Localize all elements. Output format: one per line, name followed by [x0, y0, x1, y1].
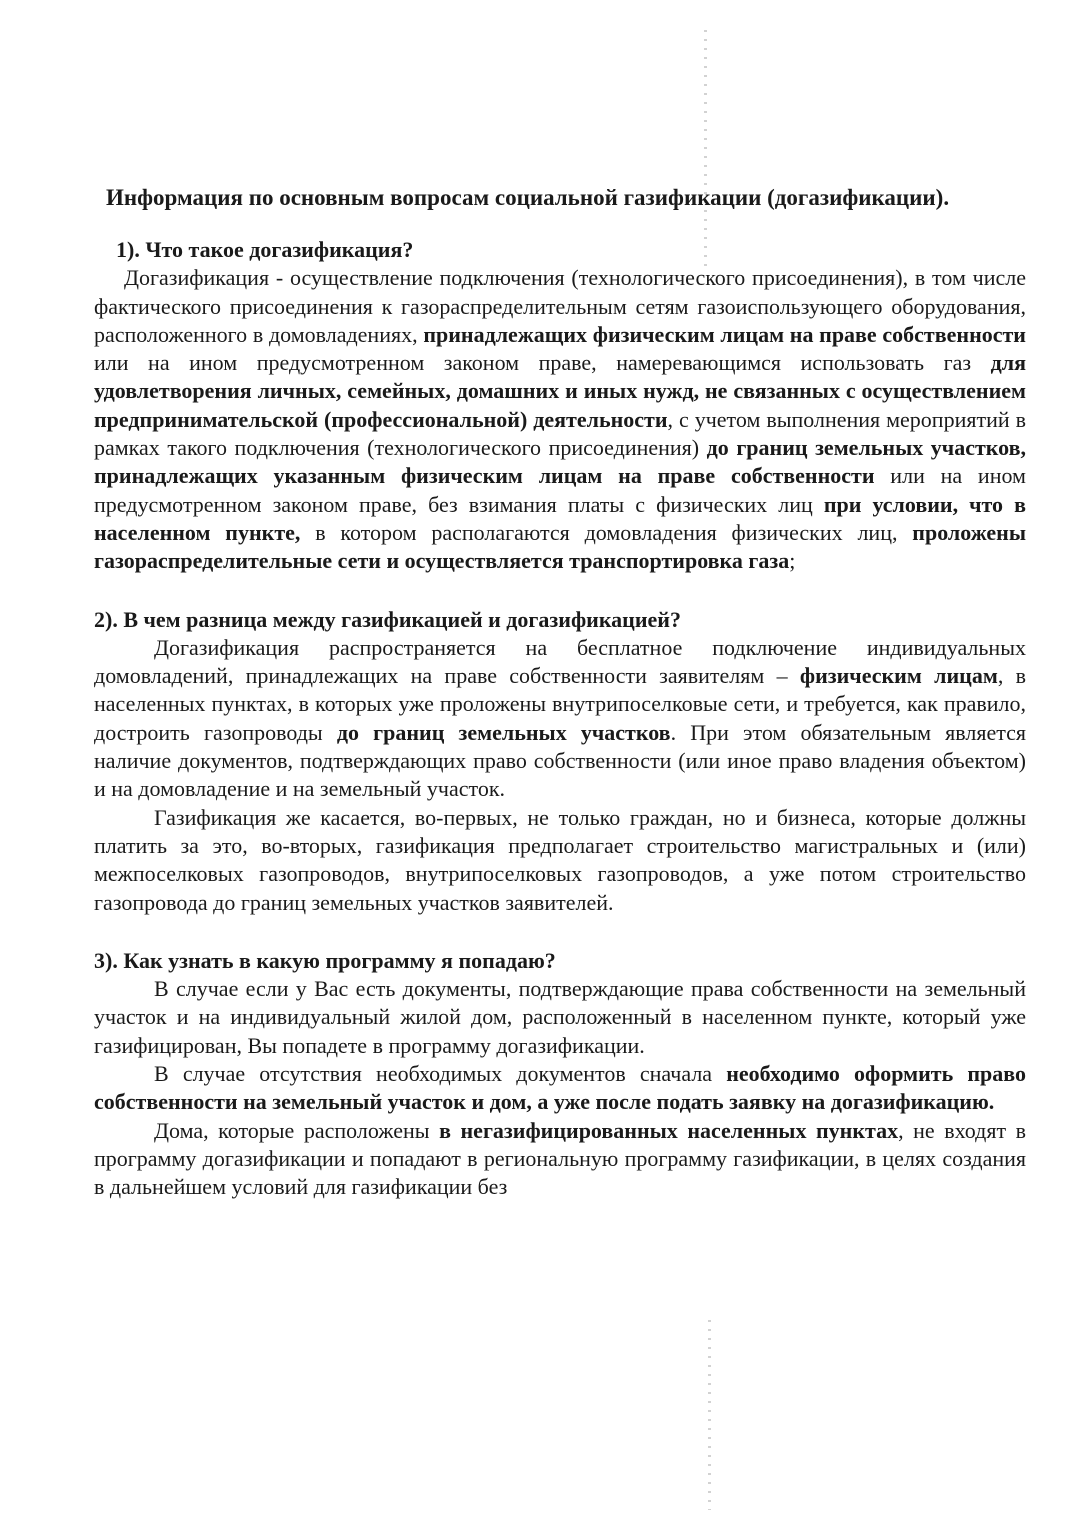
section-heading: 2). В чем разница между газификацией и догазификацией?: [94, 606, 681, 632]
text-run: в котором располагаются домовладения физических лиц,: [300, 519, 913, 545]
text-run: Газификация же касается, во-первых, не только граждан, но и бизнеса, которые должны платить за это, во-вторых, газификация предполагает строительство магистральных и (или) межпоселковых газопроводов, внутрипоселковых газопроводов, а уже потом строительство газопровода до границ земельных участков заявителей.: [94, 804, 1026, 915]
paragraph: [94, 634, 1026, 804]
section-heading: 3). Как узнать в какую программу я попадаю?: [94, 947, 556, 973]
bold-text: принадлежащих физическим лицам на праве собственности: [423, 321, 1026, 347]
paragraph: [94, 975, 1026, 1060]
section-heading: 1). Что такое догазификация?: [116, 237, 414, 262]
text-run: Догазификация - осуществление подключения (технологического присоединения), в том числе фактического присоединения к газораспределительным сетям газоиспользующего оборудования, расположенного в домовладениях,: [94, 265, 1026, 347]
bold-text: при условии, что в населенном пункте,: [94, 491, 1026, 545]
text-run: или на ином предусмотренном законом праве, намеревающимся использовать газ: [94, 350, 991, 376]
bold-text: для удовлетворения личных, семейных, домашних и иных нужд, не связанных с осуществлением предпринимательской (профессиональной) деятельности: [94, 350, 1026, 432]
bold-text: до границ земельных участков: [336, 719, 671, 745]
section-gap: [94, 576, 1026, 606]
bold-text: необходимо оформить право собственности на земельный участок и дом, а уже после подать заявку на догазификацию.: [94, 1061, 1027, 1115]
text-run: Догазификация распространяется на бесплатное подключение индивидуальных домовладений, принадлежащих на праве собственности заявителям –: [94, 634, 1026, 689]
paragraph: [94, 1117, 1026, 1202]
text-run: , не входят в программу догазификации и попадают в региональную программу газификации, в целях создания в дальнейшем условий для газификации без: [94, 1117, 1026, 1200]
scan-fold-mark: [708, 1320, 711, 1510]
text-run: В случае отсутствия необходимых документов сначала: [154, 1061, 727, 1087]
section-3: [94, 947, 1026, 1202]
document-title: Информация по основным вопросам социальной газификации (догазификации).: [106, 185, 950, 210]
document-body: [94, 236, 1026, 1202]
paragraph: [94, 1060, 1026, 1117]
text-run: , с учетом выполнения мероприятий в рамках такого подключения (технологического присоединения): [94, 406, 1026, 461]
bold-text: до границ земельных участков, принадлежащих указанным физическим лицам на праве собственности: [94, 435, 1027, 489]
bold-text: физическим лицам: [799, 663, 998, 689]
section-2: [94, 606, 1026, 917]
paragraph: [94, 804, 1026, 917]
text-run: , в населенных пунктах, в которых уже проложены внутрипоселковые сети, и требуется, как правило, достроить газопроводы: [94, 663, 1027, 745]
text-run: В случае если у Вас есть документы, подтверждающие права собственности на земельный участок и на индивидуальный жилой дом, расположенный в населенном пункте, который уже газифицирован, Вы попадете в программу догазификации.: [94, 976, 1026, 1058]
text-run: или на ином предусмотренном законом праве, без взимания платы с физических лиц: [94, 463, 1026, 517]
bold-text: проложены газораспределительные сети и осуществляется транспортировка газа: [94, 519, 1026, 574]
text-run: ;: [789, 548, 796, 574]
text-run: . При этом обязательным является наличие документов, подтверждающих право собственности (или иное право владения объектом) и на домовладение и на земельный участок.: [94, 719, 1027, 802]
bold-text: в негазифицированных населенных пунктах: [439, 1117, 899, 1143]
section-1: [94, 236, 1026, 576]
document-page: [94, 182, 1026, 1202]
section-gap: [94, 917, 1026, 947]
paragraph: [94, 264, 1026, 575]
text-run: Дома, которые расположены: [154, 1117, 440, 1143]
